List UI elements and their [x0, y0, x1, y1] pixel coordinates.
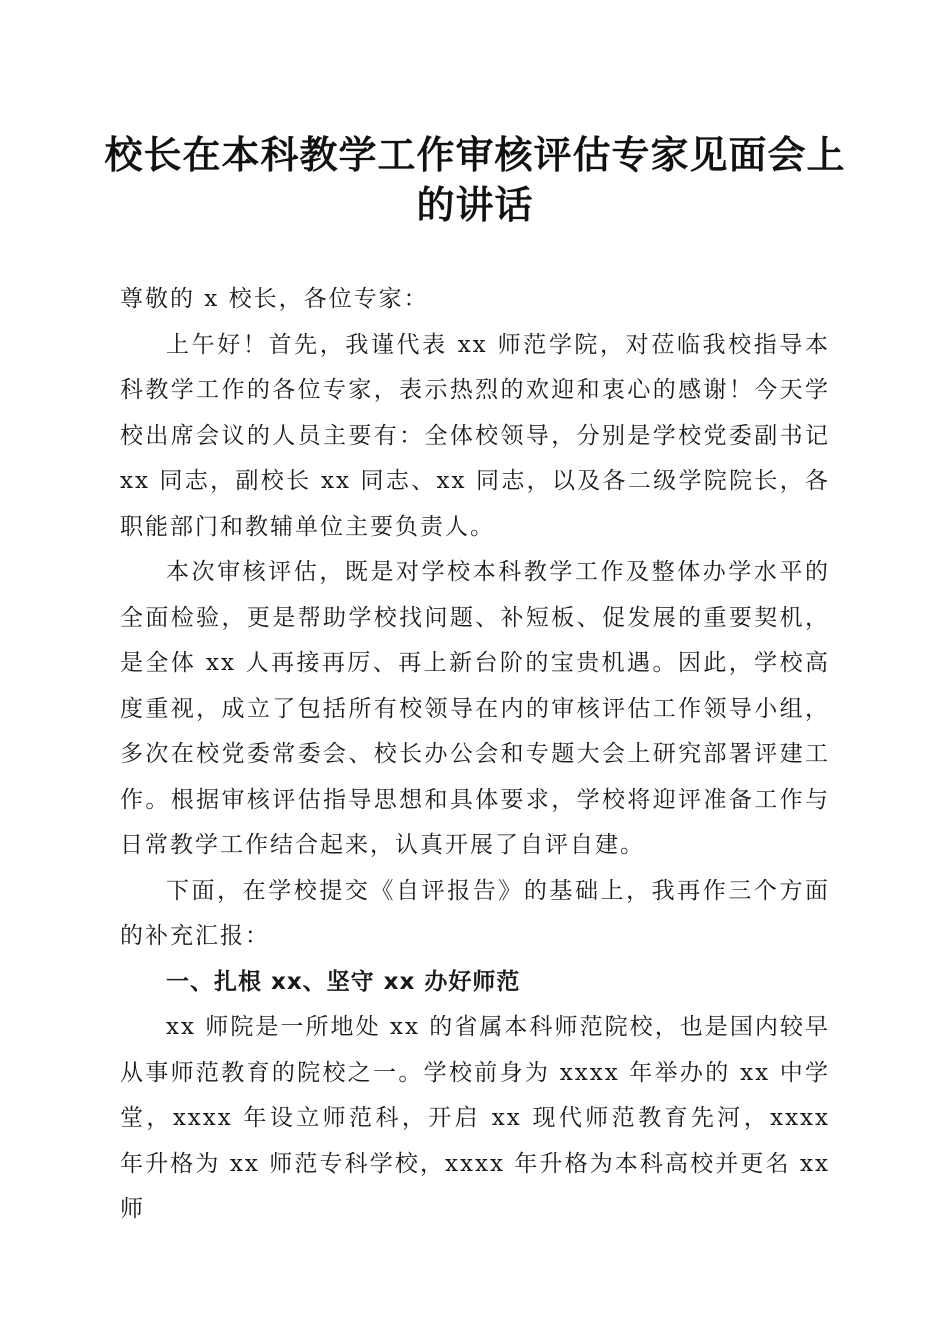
salutation: 尊敬的 x 校长，各位专家：	[120, 286, 429, 312]
paragraph-report-intro: 下面，在学校提交《自评报告》的基础上，我再作三个方面的补充汇报：	[120, 877, 830, 949]
paragraph-history: xx 师院是一所地处 xx 的省属本科师范院校，也是国内较早从事师范教育的院校之一。学校前身为 xxxx 年举办的 xx 中学堂，xxxx 年设立师范科，开启 xx 现代师范教育先河，xxxx 年升格为 xx 师范专科学校，xxxx 年升格为本科高校并更名 xx 师	[120, 1014, 830, 1222]
paragraph-greeting: 上午好！首先，我谨代表 xx 师范学院，对莅临我校指导本科教学工作的各位专家，表示热烈的欢迎和衷心的感谢！今天学校出席会议的人员主要有：全体校领导，分别是学校党委副书记 xx 同志，副校长 xx 同志、xx 同志，以及各二级学院院长，各职能部门和教辅单位主要负责人。	[120, 331, 830, 540]
paragraph-evaluation: 本次审核评估，既是对学校本科教学工作及整体办学水平的全面检验，更是帮助学校找问题、补短板、促发展的重要契机，是全体 xx 人再接再厉、再上新台阶的宝贵机遇。因此，学校高度重视，成立了包括所有校领导在内的审核评估工作领导小组，多次在校党委常委会、校长办公会和专题大会上研究部署评建工作。根据审核评估指导思想和具体要求，学校将迎评准备工作与日常教学工作结合起来，认真开展了自评自建。	[120, 559, 830, 858]
section-heading: 一、扎根 xx、坚守 xx 办好师范	[166, 968, 521, 995]
document-body	[120, 277, 830, 1233]
document-title: 校长在本科教学工作审核评估专家见面会上的讲话	[104, 132, 846, 227]
